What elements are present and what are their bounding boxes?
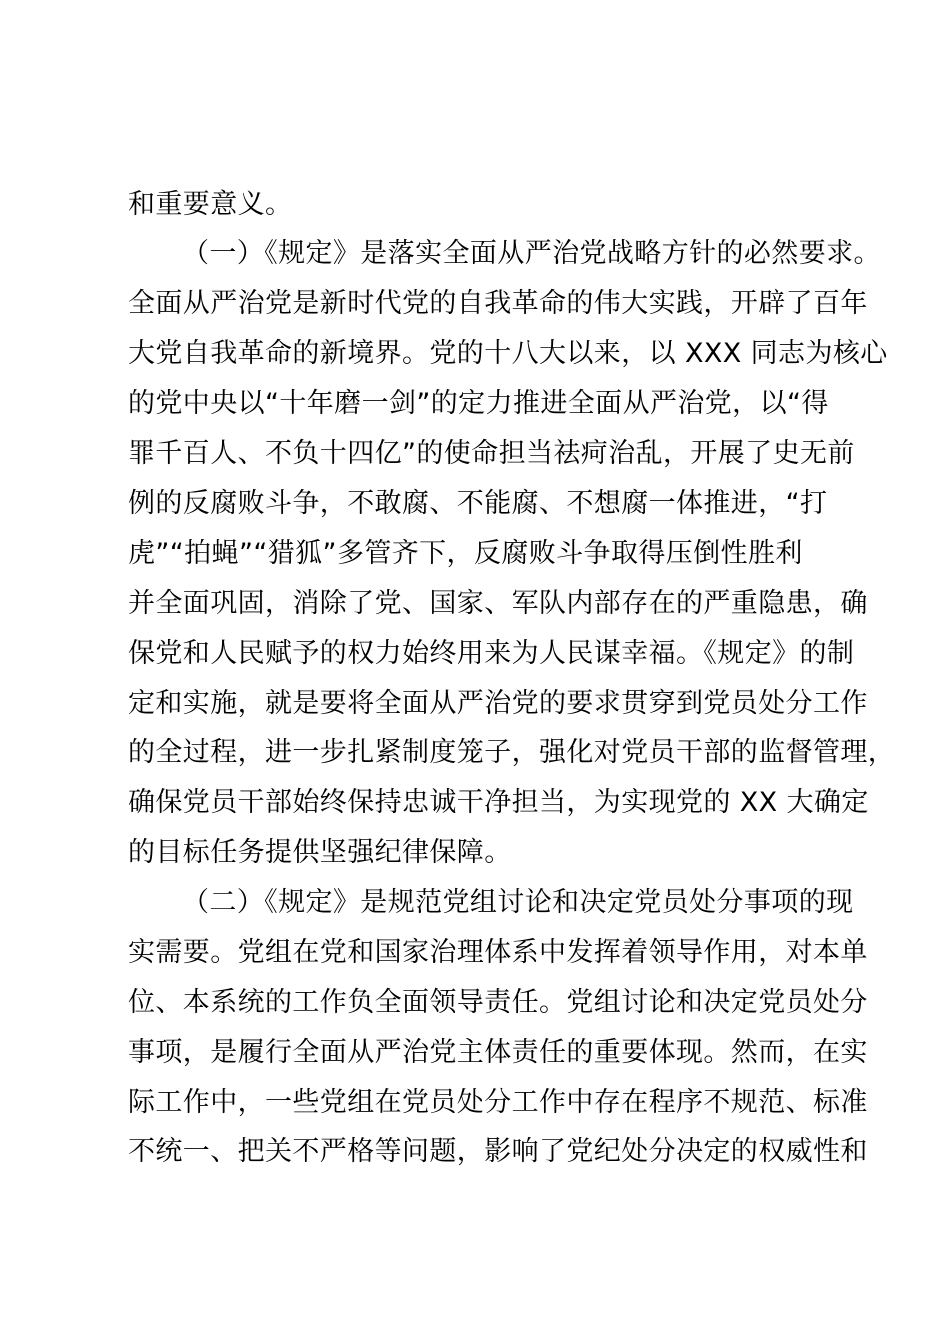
text-line-13: 确保党员干部始终保持忠诚干净担当，为实现党的 XX 大确定: [128, 787, 869, 818]
text-line-6: 罪千百人、不负十四亿”的使命担当祛疴治乱，开展了史无前: [128, 438, 855, 469]
text-line-1: 和重要意义。: [128, 189, 293, 220]
text-line-8: 虎”“拍蝇”“猎狐”多管齐下，反腐败斗争取得压倒性胜利: [128, 538, 803, 569]
text-line-12: 的全过程，进一步扎紧制度笼子，强化对党员干部的监督管理，: [128, 737, 896, 768]
section-heading-1: （一）《规定》是落实全面从严治党战略方针的必然要求。: [182, 238, 881, 269]
section-heading-2: （二）《规定》是规范党组讨论和决定党员处分事项的现: [182, 887, 854, 918]
text-line-18: 事项，是履行全面从严治党主体责任的重要体现。然而，在实: [128, 1037, 868, 1068]
text-line-9: 并全面巩固，消除了党、国家、军队内部存在的严重隐患，确: [128, 588, 868, 619]
text-line-3: 全面从严治党是新时代党的自我革命的伟大实践，开辟了百年: [128, 288, 868, 319]
text-line-19: 际工作中，一些党组在党员处分工作中存在程序不规范、标准: [128, 1087, 868, 1118]
text-line-11: 定和实施，就是要将全面从严治党的要求贯穿到党员处分工作: [128, 688, 868, 719]
text-line-16: 实需要。党组在党和国家治理体系中发挥着领导作用，对本单: [128, 937, 868, 968]
text-line-20: 不统一、把关不严格等问题，影响了党纪处分决定的权威性和: [128, 1136, 868, 1167]
text-line-5: 的党中央以“十年磨一剑”的定力推进全面从严治党，以“得: [128, 388, 829, 419]
text-line-10: 保党和人民赋予的权力始终用来为人民谋幸福。《规定》的制: [128, 638, 855, 669]
text-line-7: 例的反腐败斗争，不敢腐、不能腐、不想腐一体推进，“打: [128, 488, 828, 519]
text-line-17: 位、本系统的工作负全面领导责任。党组讨论和决定党员处分: [128, 987, 868, 1018]
text-line-14: 的目标任务提供坚强纪律保障。: [128, 837, 512, 868]
text-line-4: 大党自我革命的新境界。党的十八大以来，以 XXX 同志为核心: [128, 338, 888, 369]
